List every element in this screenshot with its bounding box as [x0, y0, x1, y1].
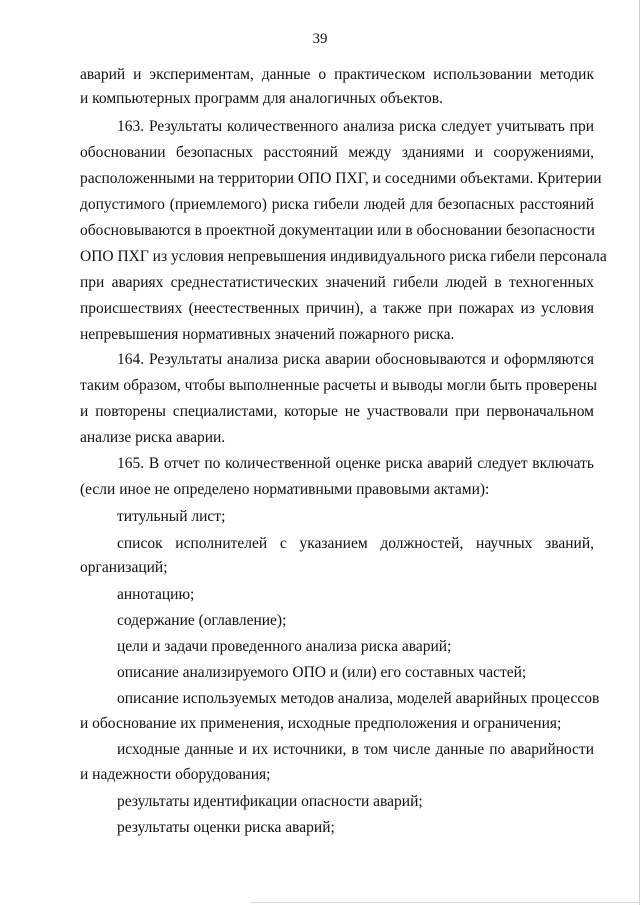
- list-item: содержание (оглавление);: [117, 612, 287, 629]
- text-line: таким образом, чтобы выполненные расчеты и выводы могли быть проверены: [80, 377, 598, 394]
- list-item: цели и задачи проведенного анализа риска аварий;: [117, 638, 452, 655]
- paragraph-163-first-line: 163. Результаты количественного анализа риска следует учитывать при: [117, 118, 594, 135]
- text-line: при авариях среднестатистических значений гибели людей в техногенных: [80, 274, 594, 291]
- text-line: и компьютерных программ для аналогичных объектов.: [80, 90, 443, 107]
- text-line: обосновании безопасных расстояний между зданиями и сооружениями,: [80, 144, 594, 161]
- list-item: титульный лист;: [117, 508, 226, 525]
- list-item: описание используемых методов анализа, моделей аварийных процессов: [117, 690, 600, 707]
- text-line: аварий и экспериментам, данные о практическом использовании методик: [80, 66, 594, 83]
- text-line: расположенными на территории ОПО ПХГ, и соседними объектами. Критерии: [80, 170, 602, 187]
- list-item: аннотацию;: [117, 586, 195, 603]
- text-line: ОПО ПХГ из условия непревышения индивидуального риска гибели персонала: [80, 248, 607, 265]
- list-item: исходные данные и их источники, в том числе данные по аварийности: [117, 741, 594, 758]
- scan-edge-bottom: [250, 902, 640, 903]
- list-item: список исполнителей с указанием должностей, научных званий,: [117, 535, 594, 552]
- paragraph-164-first-line: 164. Результаты анализа риска аварии обосновываются и оформляются: [117, 351, 594, 368]
- text-line: анализе риска аварии.: [80, 429, 226, 446]
- text-line: и надежности оборудования;: [80, 766, 271, 783]
- list-item: результаты идентификации опасности аварий;: [117, 793, 423, 810]
- text-line: организаций;: [80, 559, 168, 576]
- text-line: (если иное не определено нормативными правовыми актами):: [80, 481, 490, 498]
- text-line: и обоснование их применения, исходные предположения и ограничения;: [80, 715, 562, 732]
- text-line: непревышения нормативных значений пожарного риска.: [80, 326, 455, 343]
- text-line: происшествиях (неестественных причин), а также при пожарах из условия: [80, 300, 594, 317]
- text-line: допустимого (приемлемого) риска гибели людей для безопасных расстояний: [80, 196, 594, 213]
- text-line: и повторены специалистами, которые не участвовали при первоначальном: [80, 403, 594, 420]
- paragraph-165-first-line: 165. В отчет по количественной оценке риска аварий следует включать: [117, 455, 594, 472]
- list-item: описание анализируемого ОПО и (или) его составных частей;: [117, 664, 527, 681]
- list-item: результаты оценки риска аварий;: [117, 819, 335, 836]
- page-number: 39: [312, 31, 328, 47]
- text-line: обосновываются в проектной документации или в обосновании безопасности: [80, 222, 595, 239]
